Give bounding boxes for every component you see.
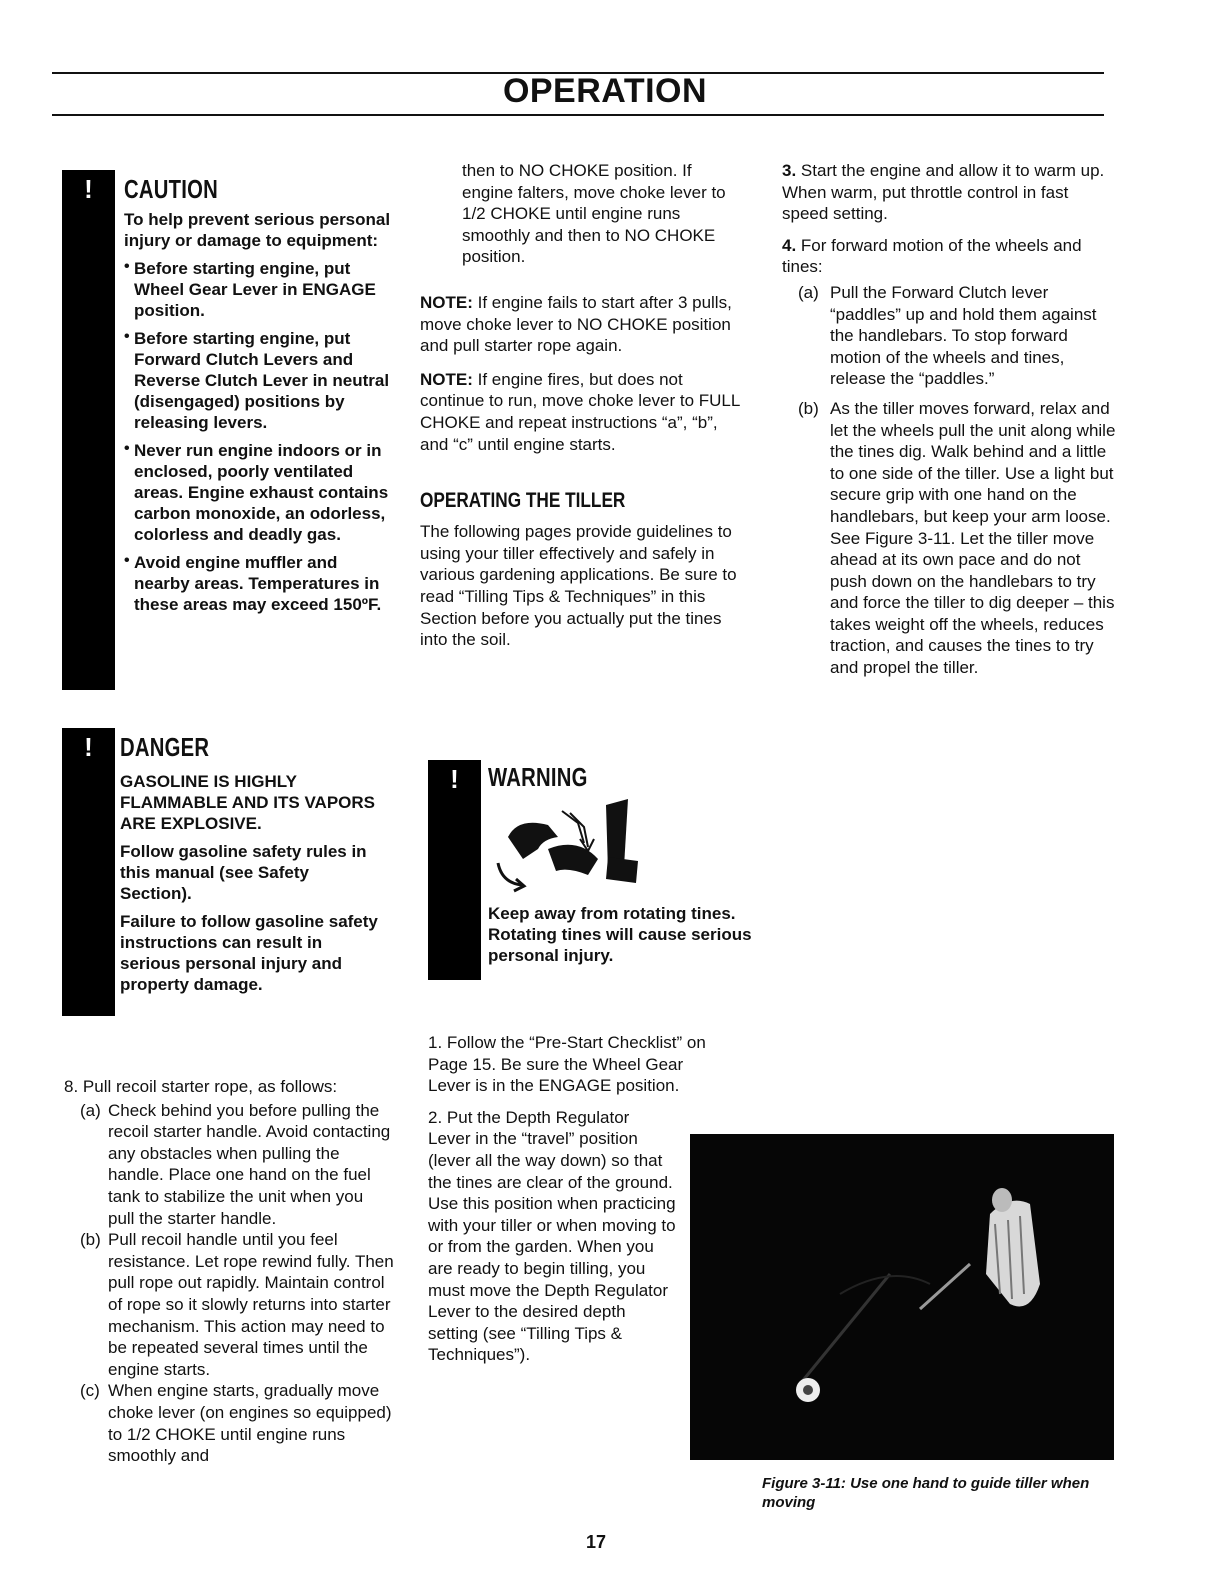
caution-exclamation-icon: !: [84, 174, 93, 204]
danger-box: [120, 732, 382, 995]
step-2: 2. Put the Depth Regulator Lever in the “travel” position (lever all the way down) so that the tines are clear of the ground. Use this position when practicing with your tiller or when moving to or from the garden. When you are ready to begin tilling, you must move the Depth Regulator Lever to the desired depth setting (see “Tilling Tips & Techniques”).: [428, 1107, 676, 1365]
caution-bar: [62, 170, 115, 690]
warning-bar: [428, 760, 481, 980]
page-title: OPERATION: [502, 72, 708, 110]
warning-box: [488, 762, 758, 966]
note-1: NOTE: If engine fails to start after 3 pulls, move choke lever to NO CHOKE position and pull starter rope again.: [420, 293, 732, 356]
danger-line: GASOLINE IS HIGHLY FLAMMABLE AND ITS VAPORS ARE EXPLOSIVE.: [120, 772, 375, 833]
step-8-item-a: (a) Check behind you before pulling the recoil starter handle. Avoid contacting any obstacles when pulling the handle. Place one hand on the fuel tank to stabilize the unit when you pull the starter handle.: [80, 1100, 391, 1228]
caution-box: [124, 174, 394, 615]
tiller-operator-image: [690, 1134, 1114, 1460]
caution-heading: CAUTION: [124, 174, 219, 204]
step-8-item-b: (b) Pull recoil handle until you feel resistance. Let rope rewind fully. Then pull rope out rapidly. Maintain control of rope so it slowly returns into starter mechanism. This action may need to be repeated several times until the engine starts.: [80, 1230, 394, 1379]
warning-text: Keep away from rotating tines. Rotating tines will cause serious personal injury.: [488, 904, 752, 965]
section-heading-operating-tiller: OPERATING THE TILLER: [420, 489, 626, 513]
step-3: 3. Start the engine and allow it to warm up. When warm, put throttle control in fast speed setting.: [782, 161, 1105, 224]
danger-heading: DANGER: [120, 732, 210, 762]
caution-bullet: • Never run engine indoors or in enclosed, poorly ventilated areas. Engine exhaust contains carbon monoxide, an odorless, colorless and deadly gas.: [124, 440, 389, 544]
column-2-top: [462, 160, 742, 268]
step-1: 1. Follow the “Pre-Start Checklist” on Page 15. Be sure the Wheel Gear Lever is in the ENGAGE position.: [428, 1033, 706, 1096]
header-rule-bottom: [52, 114, 1104, 116]
note-2: NOTE: If engine fires, but does not continue to run, move choke lever to FULL CHOKE and repeat instructions “a”, “b”, and “c” until engine starts.: [420, 369, 740, 454]
caution-bullet: • Before starting engine, put Wheel Gear Lever in ENGAGE position.: [124, 258, 376, 320]
step-8-item-c: (c) When engine starts, gradually move choke lever (on engines so equipped) to 1/2 CHOKE until engine runs smoothly and: [80, 1381, 392, 1466]
caution-bullet: • Avoid engine muffler and nearby areas. Temperatures in these areas may exceed 150ºF.: [124, 552, 382, 614]
warning-exclamation-icon: !: [450, 764, 459, 794]
step-8: [64, 1076, 394, 1467]
column-2-notes: [420, 292, 750, 651]
step-4-item-a: (a) Pull the Forward Clutch lever “paddles” up and hold them against the handlebars. To stop forward motion of the wheels and tines, release the “paddles.”: [798, 282, 1097, 389]
choke-continued: then to NO CHOKE position. If engine falters, move choke lever to 1/2 CHOKE until engine runs smoothly and then to NO CHOKE position.: [462, 161, 726, 267]
danger-bar: [62, 728, 115, 1016]
step-8-intro: 8. Pull recoil starter rope, as follows:: [64, 1077, 338, 1096]
danger-exclamation-icon: !: [84, 732, 93, 762]
column-2-steps: [428, 1032, 728, 1366]
figure-caption: Figure 3-11: Use one hand to guide tiller when moving: [762, 1475, 1090, 1511]
section-text: The following pages provide guidelines to using your tiller effectively and safely in various gardening applications. Be sure to read “Tilling Tips & Techniques” in this Section before you actually put the tines into the soil.: [420, 522, 737, 650]
figure-3-11-photo: [690, 1134, 1114, 1460]
danger-line: Failure to follow gasoline safety instructions can result in serious personal injury and property damage.: [120, 912, 378, 994]
step-4-item-b: (b) As the tiller moves forward, relax and let the wheels pull the unit along while the tines dig. Walk behind and a little to one side of the tiller. Use a light but secure grip with one hand on the handlebars, but keep your arm loose. See Figure 3-11. Let the tiller move ahead at its own pace and do not push down on the handlebars to try and force the tiller to dig deeper – this takes weight off the wheels, reduces traction, and causes the tines to try and propel the tiller.: [798, 398, 1116, 678]
page-number: 17: [586, 1532, 607, 1552]
caution-bullet: • Before starting engine, put Forward Clutch Levers and Reverse Clutch Lever in neutral (disengaged) positions by releasing levers.: [124, 328, 390, 432]
warning-heading: WARNING: [488, 762, 588, 792]
rotating-tines-icon: [488, 797, 638, 897]
column-3: [782, 160, 1117, 679]
step-4: 4. For forward motion of the wheels and tines:: [782, 235, 1082, 277]
danger-line: Follow gasoline safety rules in this manual (see Safety Section).: [120, 842, 367, 903]
caution-intro: To help prevent serious personal injury or damage to equipment:: [124, 210, 391, 250]
